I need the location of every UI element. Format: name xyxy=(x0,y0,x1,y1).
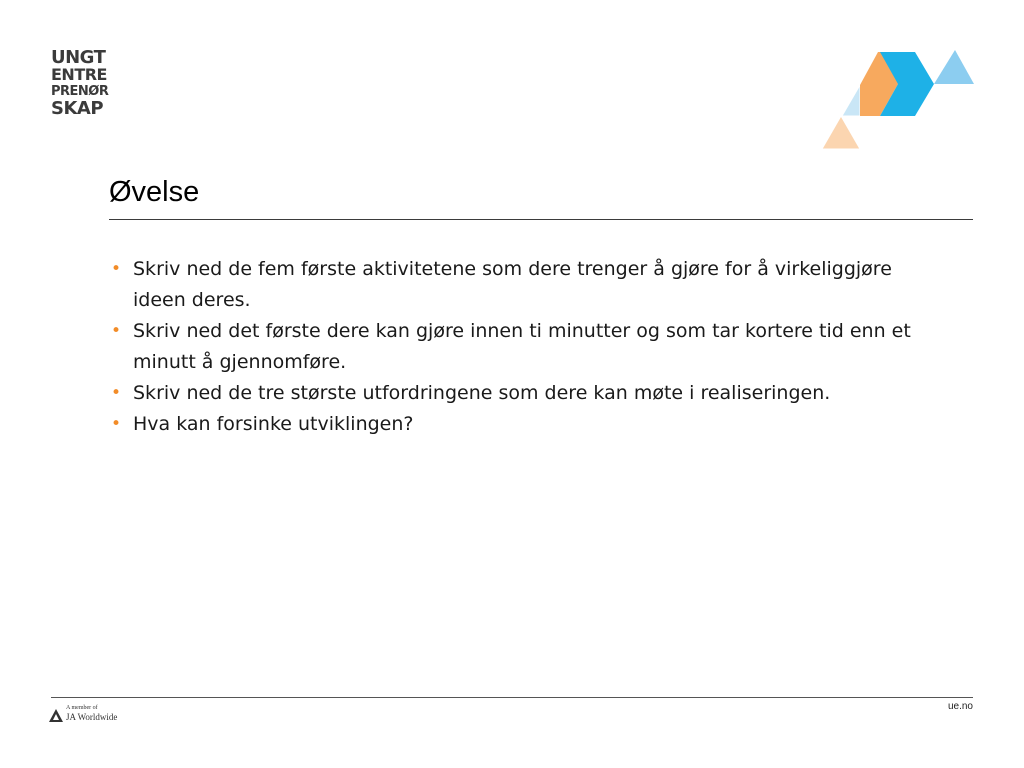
bullet-list xyxy=(111,254,941,440)
decorative-shapes-icon xyxy=(820,48,980,152)
bullet-text: Hva kan forsinke utviklingen? xyxy=(133,413,414,435)
logo-line-2: ENTRE xyxy=(51,65,107,84)
logo-line-4: SKAP xyxy=(51,98,104,119)
title-divider xyxy=(109,219,973,220)
ja-name-text: JA Worldwide xyxy=(66,712,118,722)
logo-line-3: PRENØR xyxy=(51,84,109,99)
slide-title: Øvelse xyxy=(109,176,200,208)
bullet-dot: • xyxy=(111,383,122,403)
bullet-item xyxy=(111,409,941,440)
light-blue-triangle xyxy=(934,50,974,84)
ja-member-text: A member of xyxy=(66,705,98,711)
bullet-item xyxy=(111,378,941,409)
pale-orange-triangle xyxy=(822,116,860,149)
bullet-item xyxy=(111,316,941,378)
footer-divider xyxy=(51,697,973,698)
bullet-dot: • xyxy=(111,259,122,279)
ue-logo xyxy=(51,49,108,117)
bullet-item xyxy=(111,254,941,316)
pale-blue-triangle xyxy=(842,85,860,116)
logo-line-1: UNGT xyxy=(51,47,106,68)
website-link[interactable]: ue.no xyxy=(947,701,973,712)
ja-triangle-icon xyxy=(49,709,63,722)
bullet-text: Skriv ned de tre største utfordringene som dere kan møte i realiseringen. xyxy=(133,382,831,404)
bullet-dot: • xyxy=(111,321,122,341)
bullet-dot: • xyxy=(111,414,122,434)
bullet-text: Skriv ned de fem første aktivitetene som dere trenger å gjøre for å virkeliggjøre ideen deres. xyxy=(133,258,892,311)
bullet-text: Skriv ned det første dere kan gjøre innen ti minutter og som tar kortere tid enn et minutt å gjennomføre. xyxy=(133,320,911,373)
ja-worldwide-logo xyxy=(49,704,117,722)
